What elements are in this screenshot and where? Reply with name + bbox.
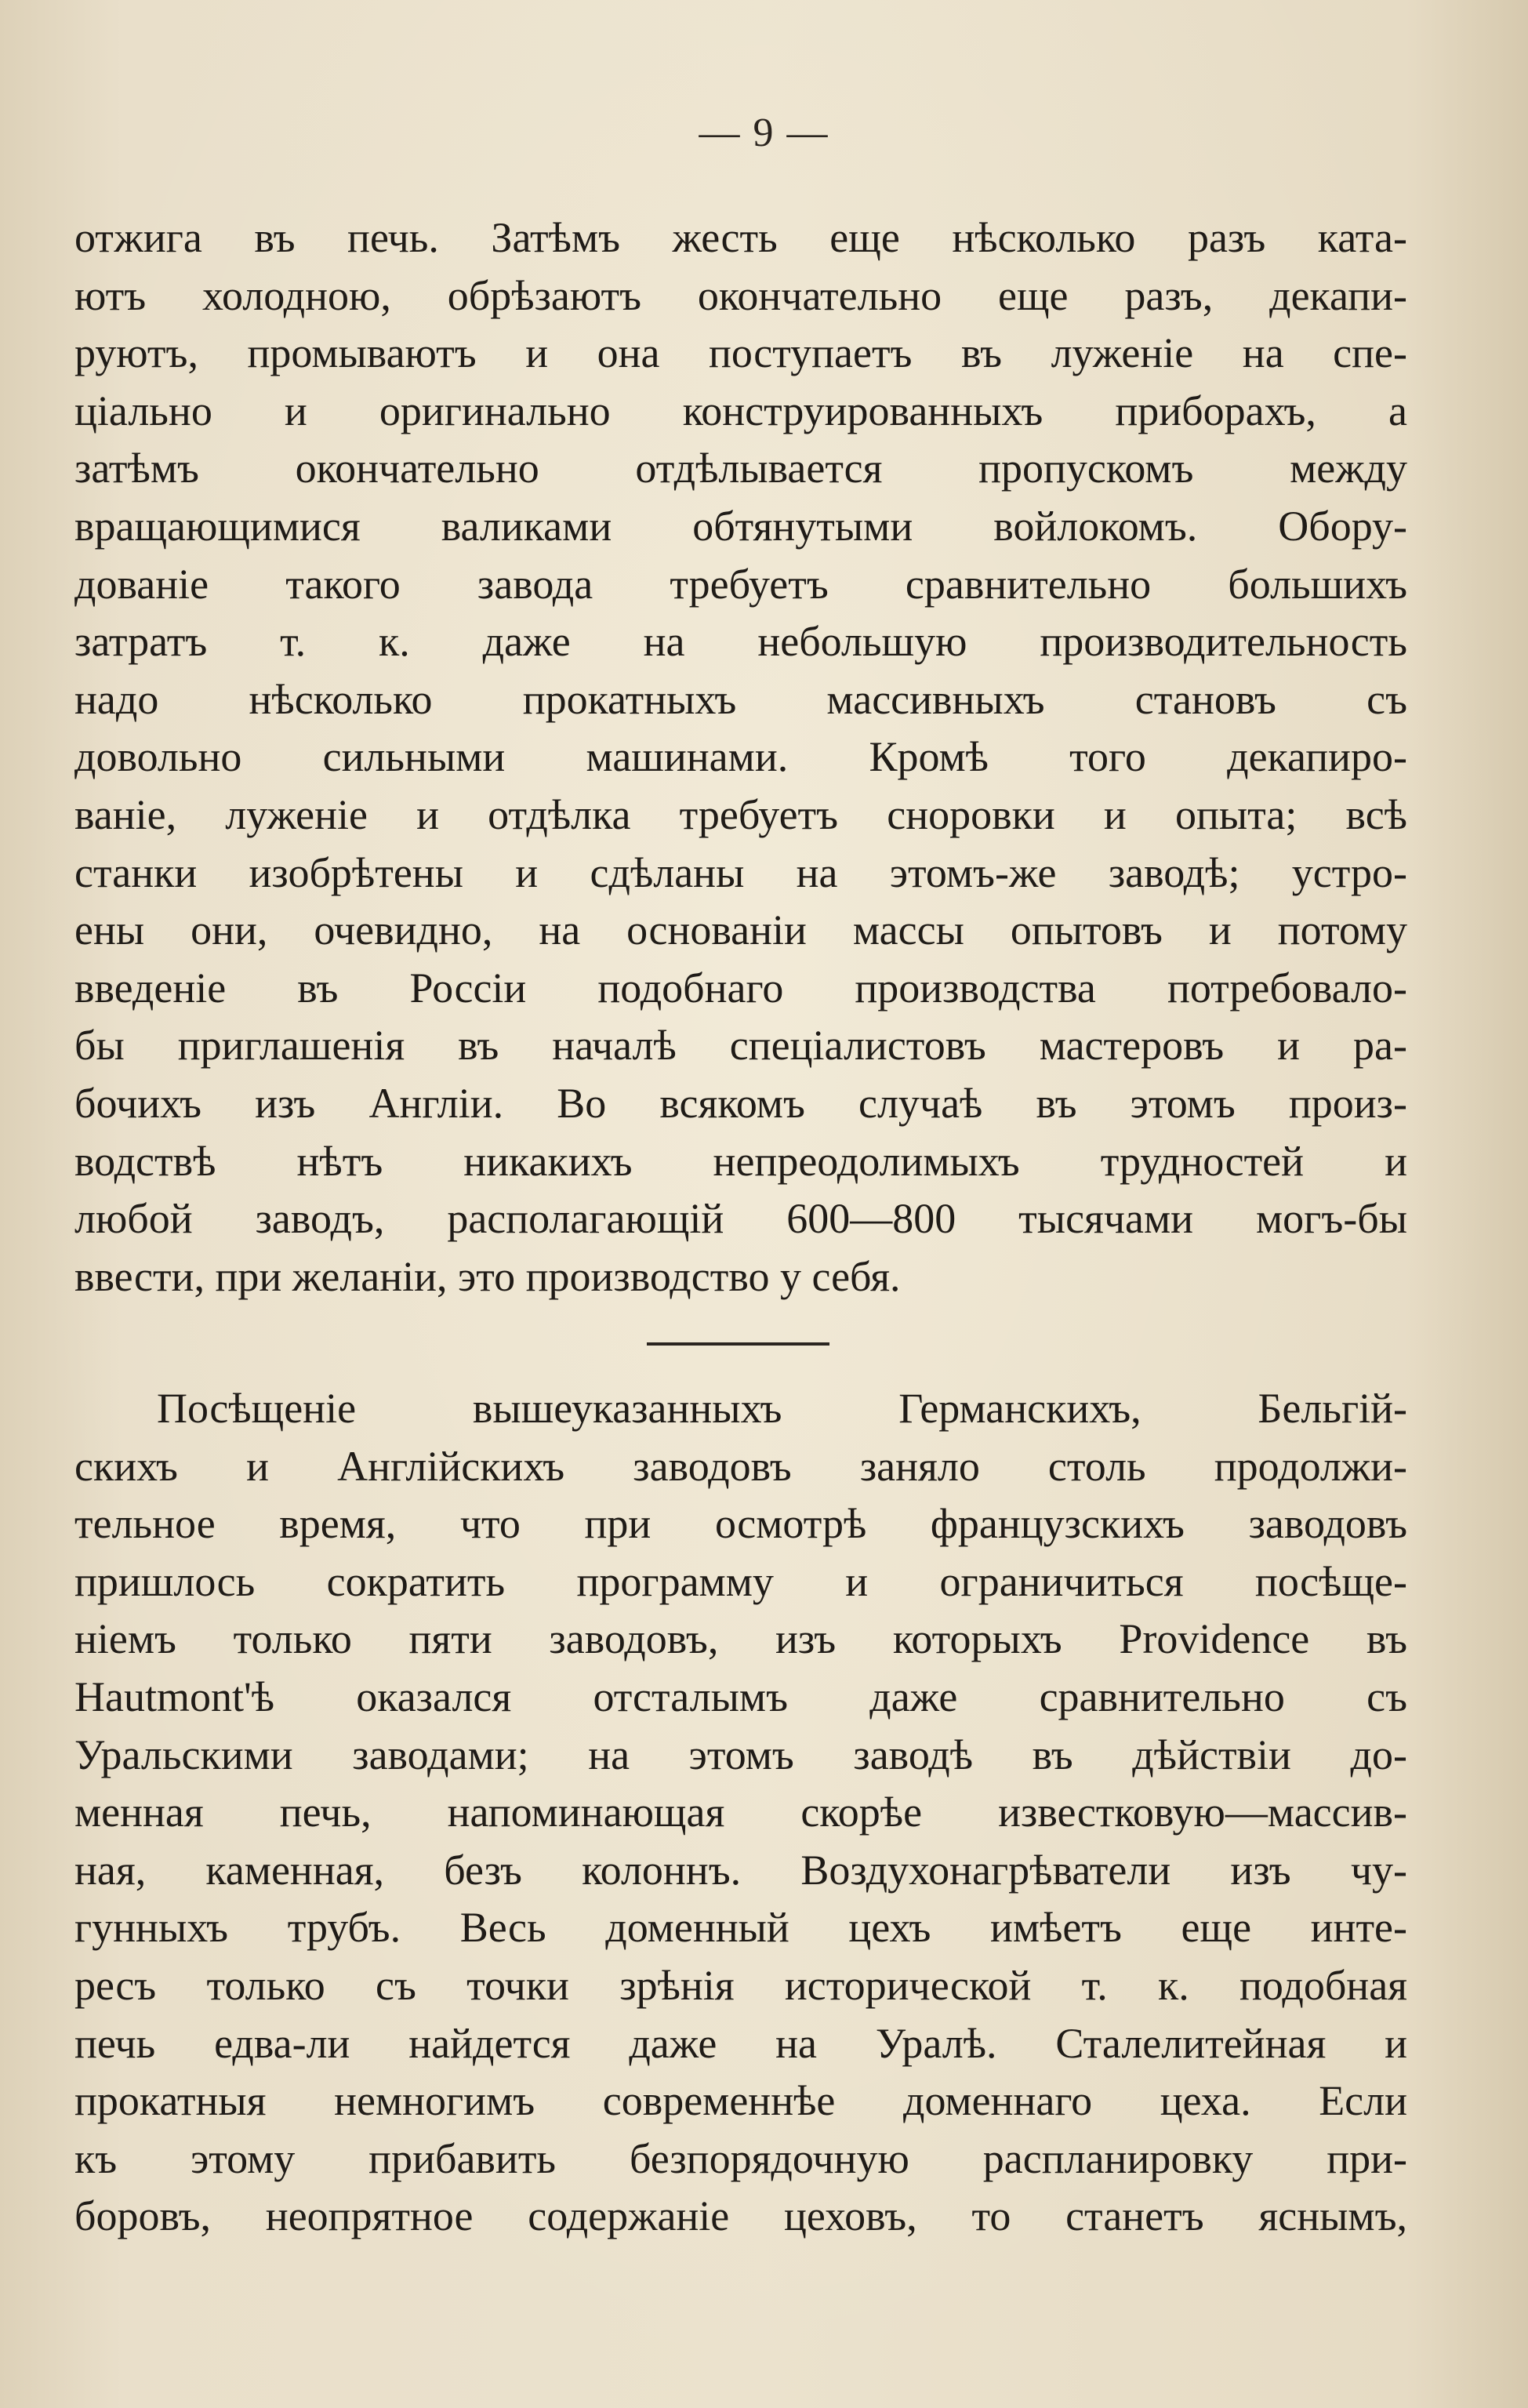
paragraph-1	[74, 209, 1407, 1306]
text-line: Посѣщеніе вышеуказанныхъ Германскихъ, Бельгій-	[157, 1385, 1407, 1432]
text-line: ввести, при желаніи, это производство у себя.	[74, 1252, 901, 1300]
text-line: отжига въ печь. Затѣмъ жесть еще нѣсколько разъ ката-	[74, 214, 1407, 261]
section-divider	[647, 1342, 829, 1346]
text-line: Уральскими заводами; на этомъ заводѣ въ дѣйствіи до-	[74, 1731, 1407, 1778]
text-line: скихъ и Англійскихъ заводовъ заняло столь продолжи-	[74, 1442, 1407, 1490]
text-line: пришлось сократить программу и ограничиться посѣще-	[74, 1557, 1407, 1605]
text-line: затратъ т. к. даже на небольшую производительность	[74, 618, 1407, 666]
page-number: — 9 —	[699, 111, 829, 155]
text-line: ваніе, луженіе и отдѣлка требуетъ сноровки и опыта; всѣ	[74, 790, 1407, 838]
text-line: къ этому прибавить безпорядочную распланировку при-	[74, 2134, 1407, 2182]
text-line: руютъ, промываютъ и она поступаетъ въ луженіе на спе-	[74, 329, 1407, 377]
text-line: водствѣ нѣтъ никакихъ непреодолимыхъ трудностей и	[74, 1137, 1407, 1185]
text-line: ены они, очевидно, на основаніи массы опытовъ и потому	[74, 906, 1407, 954]
text-line: введеніе въ Россіи подобнаго производства потребовало-	[74, 964, 1407, 1012]
text-line: ніемъ только пяти заводовъ, изъ которыхъ Providence въ	[74, 1615, 1407, 1663]
text-line: дованіе такого завода требуетъ сравнительно большихъ	[74, 560, 1407, 608]
text-line: бы приглашенія въ началѣ спеціалистовъ мастеровъ и ра-	[74, 1022, 1407, 1070]
text-line: ютъ холодною, обрѣзаютъ окончательно еще разъ, декапи-	[74, 271, 1407, 319]
text-line: затѣмъ окончательно отдѣлывается пропускомъ между	[74, 445, 1407, 492]
text-line: довольно сильными машинами. Кромѣ того декапиро-	[74, 733, 1407, 781]
text-line: печь едва-ли найдется даже на Уралѣ. Сталелитейная и	[74, 2019, 1407, 2067]
text-line: Hautmont'ѣ оказался отсталымъ даже сравнительно съ	[74, 1673, 1407, 1720]
text-line: бочихъ изъ Англіи. Во всякомъ случаѣ въ этомъ произ-	[74, 1079, 1407, 1127]
text-line: менная печь, напоминающая скорѣе известковую—массив-	[74, 1789, 1407, 1836]
text-line: любой заводъ, располагающій 600—800 тысячами могъ-бы	[74, 1195, 1407, 1243]
text-line: ресъ только съ точки зрѣнія исторической т. к. подобная	[74, 1961, 1407, 2009]
text-line: ная, каменная, безъ колоннъ. Воздухонагрѣватели изъ чу-	[74, 1846, 1407, 1894]
text-line: тельное время, что при осмотрѣ французскихъ заводовъ	[74, 1500, 1407, 1548]
text-line: ціально и оригинально конструированныхъ приборахъ, а	[74, 387, 1407, 434]
text-line: станки изобрѣтены и сдѣланы на этомъ-же заводѣ; устро-	[74, 848, 1407, 896]
text-line: прокатныя немногимъ современнѣе доменнаго цеха. Если	[74, 2077, 1407, 2125]
text-line: вращающимися валиками обтянутыми войлокомъ. Обору-	[74, 502, 1407, 550]
paragraph-2	[74, 1380, 1407, 2246]
text-line: гунныхъ трубъ. Весь доменный цехъ имѣетъ еще инте-	[74, 1904, 1407, 1952]
text-line: надо нѣсколько прокатныхъ массивныхъ становъ съ	[74, 675, 1407, 723]
text-line: боровъ, неопрятное содержаніе цеховъ, то станетъ яснымъ,	[74, 2192, 1407, 2240]
